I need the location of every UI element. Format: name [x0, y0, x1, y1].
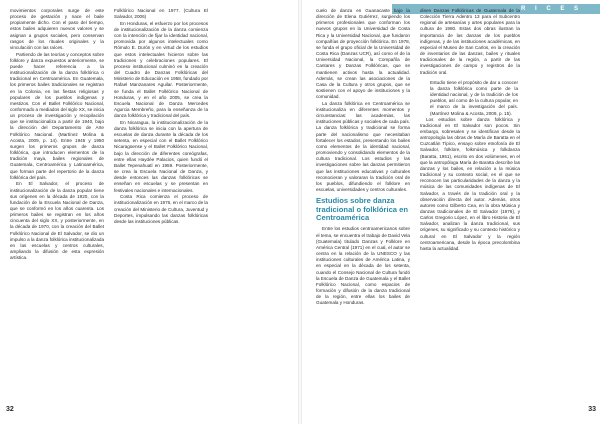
section-heading: Estudios sobre danza tradicional o folklórica en Centroamérica: [316, 196, 408, 222]
text-column-3: [316, 8, 410, 306]
page-gutter: [298, 0, 302, 424]
text-column-2: [114, 8, 208, 225]
page-number-left: 32: [6, 406, 14, 413]
body-paragraph: Partiendo de las teorías y conceptos sobre folklore y danza expuestos anteriormente, se puede hacer referencia a la institucionalización de la danza folklórica o tradicional en Centroamérica. En Guatemala, los primeros bailes tradicionales se registran en la Colonia, en las fiestas religiosas y populares de los pueblos indígenas y mestizos. Con el Ballet Folklórico Nacional, conformado a mediados del siglo XX, se inicia un proceso de investigación y recopilación que se institucionaliza a partir de 1940, bajo la dirección del Departamento de Arte Folklórico Nacional. (Martínez Molina & Acosta, 2009, p. 14). Entre 1945 y 1950 surgen los primeros grupos de danza folklórica, que introducen elementos de la tradición maya, bailes regionales de Guatemala, Centroamérica y Latinoamérica, que forman parte del repertorio de la danza folklórica del país.: [10, 51, 104, 180]
quote-text: Estudio tiene el propósito de dar a conocer la danza folklórica como parte de la identidad nacional, y de la tradición de los pueblos, así como de la cultura popular, en el marco de la investigación del país. (Martínez Molina & Acosta, 2009, p. 15).: [430, 79, 518, 116]
page-number-right: 33: [588, 406, 596, 413]
text-column-4: [420, 8, 520, 252]
body-paragraph: En Honduras, el esfuerzo por los procesos de institucionalización de la danza comienza con la intención de fijar la identidad nacional, promovida por algunos intelectuales como Rómulo E. Durón y en virtud de los estudios que estos intelectuales hicieron sobre las tradiciones y celebraciones populares. El proceso institucional culminó en la creación del Cuadro de Danzas Folklóricas del Ministerio de Educación en 1958, fundado por Rafael Manzanares Aguilar. Posteriormente, se funda el Ballet Folklórico Nacional de Honduras, y en el año 2005, se crea la Escuela Nacional de Danza Mercedes Agurcia Membreño, para la enseñanza de la danza folklórica y tradicional del país.: [114, 20, 208, 119]
running-header: R I C E S: [520, 6, 582, 12]
block-quote: [420, 80, 520, 117]
text-column-1: [10, 8, 104, 261]
body-paragraph: La danza folklórica en Centroamérica se institucionaliza en diferentes momentos y circunstancias: las academias, las instituciones públicas y sociales de cada país. La danza folklórica y tradicional se forma parte del nacionalismo que necesitaban fortalecer los estados, presentando los bailes como elementos de la identidad nacional, promoviendo y consolidando elementos de la cultura tradicional. Los estudios y las investigaciones sobre las danzas permitieron que las instituciones educativas y culturales reconocieran y valoraran la tradición oral de los pueblos, difundiendo el folklore en escuelas, universidades y centros culturales.: [316, 100, 410, 193]
body-paragraph: Costa Rica comienza el proceso de institucionalización en 1976, en el marco de la creación del Ministerio de Cultura, Juventud y Deportes, impulsando las danzas folklóricas desde las instituciones públicas.: [114, 194, 208, 224]
body-paragraph: movimientos corporales surge de este proceso de gestación y nace el baile propiamente dicho. Con el paso del tiempo, estos bailes adquieren nuevos valores y se asignan a grupos sociales, pero conservan rasgos de los rituales originales y la vinculación con las raíces.: [10, 8, 104, 50]
body-paragraph: En El Salvador, el proceso de institucionalización de la danza popular tiene sus orígenes en la década de 1920, con la fundación de la Escuela Nacional de Danza, que se conformó en los años cuarenta. Los primeros bailes se registran en los años cincuenta del siglo XX, y posteriormente, en la década de 1970, con la creación del Ballet Folklórico Nacional de El Salvador, se dio un impulso a la danza folklórica institucionalizada en las escuelas y centros culturales, ampliando la difusión de esta expresión artística.: [10, 181, 104, 261]
body-paragraph: En Nicaragua, la institucionalización de la danza folklórica se inicia con la apertura de escuelas de danza durante la década de los setenta, en especial con el Ballet Folklórico Nicaragüense y el Ballet Folklórico Nacional, bajo la dirección de diferentes coreógrafas, entre ellas Haydée Palacios, quien fundó el Ballet Tepenahuatl en 1959. Posteriormente, se crea la Escuela Nacional de Danza, y desde entonces las danzas folklóricas se enseñan en escuelas y se presentan en festivales nacionales e internacionales.: [114, 119, 208, 193]
body-paragraph: Los estudios sobre danza folklórica y tradicional en El Salvador son pocos. Sin embargo, sobresalen y se identifican desde la antropología las obras de María de Baratta en el Cuzcatlán Típico, ensayo sobre etnofonía de El Salvador, folklore, folkmúsica y folkdanza (Baratta, 1951), escrito en dos volúmenes, en el que la antropóloga María de Baratta describe las danzas y los bailes, en relación a la música tradicional y su contexto social, en el que se reconocen las particularidades de la danza y la música de las comunidades indígenas de El Salvador, a través de la tradición oral y la observación directa del autor. Además, otros autores como Gilberto Cea, en la obra Música y danzas tradicionales de El Salvador (1976), y Carlos Gregorio López, en el libro Historia de El Salvador, analizan la danza tradicional, sus orígenes, su significado y su contexto histórico y cultural en El Salvador y la región centroamericana, desde la época precolombina hasta la actualidad.: [420, 116, 520, 251]
body-paragraph: dinen Danzas Folklóricas de Guatemala de la Colección Tierra Adentro 13 para el Subcentro regional de artesanías y artes populares para la cultura de 1980. Estas dos obras ilustran la importancia de las danzas de los pueblos indígenas, y de las instituciones académicas, en especial el Museo de San Carlos, en la creación de inventarios de las danzas, bailes y rituales tradicionales de la región, a partir de las investigaciones de campo y registros de la tradición oral.: [420, 8, 520, 75]
body-paragraph: Folklórico Nacional en 1977. (Cultura El Salvador, 2006): [114, 8, 208, 20]
body-paragraph: cuelo de danza en Guanacaste bajo la dirección de Elena Gutiérrez, surgiendo los primeros profesionales que conforman los nuevos grupos en la Universidad de Costa Rica y la Universidad Nacional, que fundaron compañías de proyección folklórica. En 1978, se funda el grupo oficial de la Universidad de Costa Rica (Danzas UCR), así como el de la Universidad Nacional, la Compañía de Cantares y Danzas Folklóricas, que se mantienen activos hasta la actualidad. Además, se crean las asociaciones de la Casa de la Cultura y otros grupos, que se sostienen con el apoyo de instituciones y la comunidad.: [316, 8, 410, 100]
body-paragraph: Entre los estudios centroamericanos sobre el tema, se encuentra el trabajo de David Vela (Guatemala) titulado Danzas y Folklore en América Central (1971) en el cual, el autor se centra en la relación de la UNESCO y las instituciones culturales de América Latina, y en especial en la década de los setenta, cuando el Consejo Nacional de Cultura fundó la Escuela de Danza de Guatemala y el Ballet Folklórico Nacional, como espacios de formación y difusión de la danza tradicional de la región, entre ellas los bailes de Guatemala y Honduras.: [316, 226, 410, 306]
